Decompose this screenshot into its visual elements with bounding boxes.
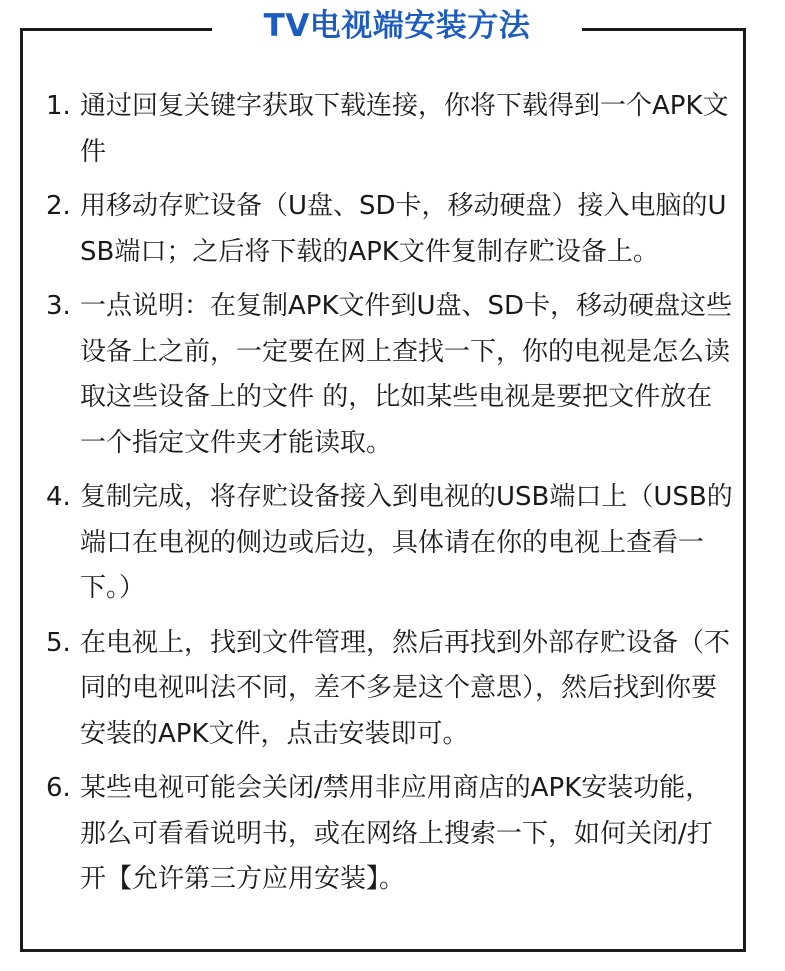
step-3 bbox=[46, 284, 736, 466]
page-title: TV电视端安装方法 bbox=[212, 2, 582, 50]
step-4 bbox=[46, 475, 736, 612]
step-text: 一点说明：在复制APK文件到U盘、SD卡，移动硬盘这些设备上之前，一定要在网上查找一下，你的电视是怎么读取这些设备上的文件 的，比如某些电视是要把文件放在一个指定文件夹才能读取。 bbox=[80, 291, 733, 458]
step-number: 4. bbox=[46, 482, 71, 512]
step-number: 3. bbox=[46, 291, 71, 321]
step-text: 某些电视可能会关闭/禁用非应用商店的APK安装功能，那么可看看说明书，或在网络上搜索一下，如何关闭/打开【允许第三方应用安装】。 bbox=[80, 773, 713, 894]
step-1 bbox=[46, 84, 736, 175]
step-text: 通过回复关键字获取下载连接，你将下载得到一个APK文件 bbox=[80, 91, 729, 167]
step-6 bbox=[46, 766, 736, 903]
install-steps-list bbox=[46, 84, 736, 912]
step-2 bbox=[46, 184, 736, 275]
step-number: 2. bbox=[46, 191, 71, 221]
step-number: 5. bbox=[46, 627, 71, 658]
step-number: 1. bbox=[46, 91, 71, 121]
step-text: 复制完成，将存贮设备接入到电视的USB端口上（USB的端口在电视的侧边或后边，具体请在你的电视上查看一下。） bbox=[80, 482, 733, 603]
step-5 bbox=[46, 621, 736, 758]
step-number: 6. bbox=[46, 773, 71, 803]
step-text: 在电视上，找到文件管理，然后再找到外部存贮设备（不同的电视叫法不同，差不多是这个意思），然后找到你要安装的APK文件，点击安装即可。 bbox=[80, 627, 731, 749]
step-text: 用移动存贮设备（U盘、SD卡，移动硬盘）接入电脑的USB端口；之后将下载的APK文件复制存贮设备上。 bbox=[80, 191, 727, 267]
